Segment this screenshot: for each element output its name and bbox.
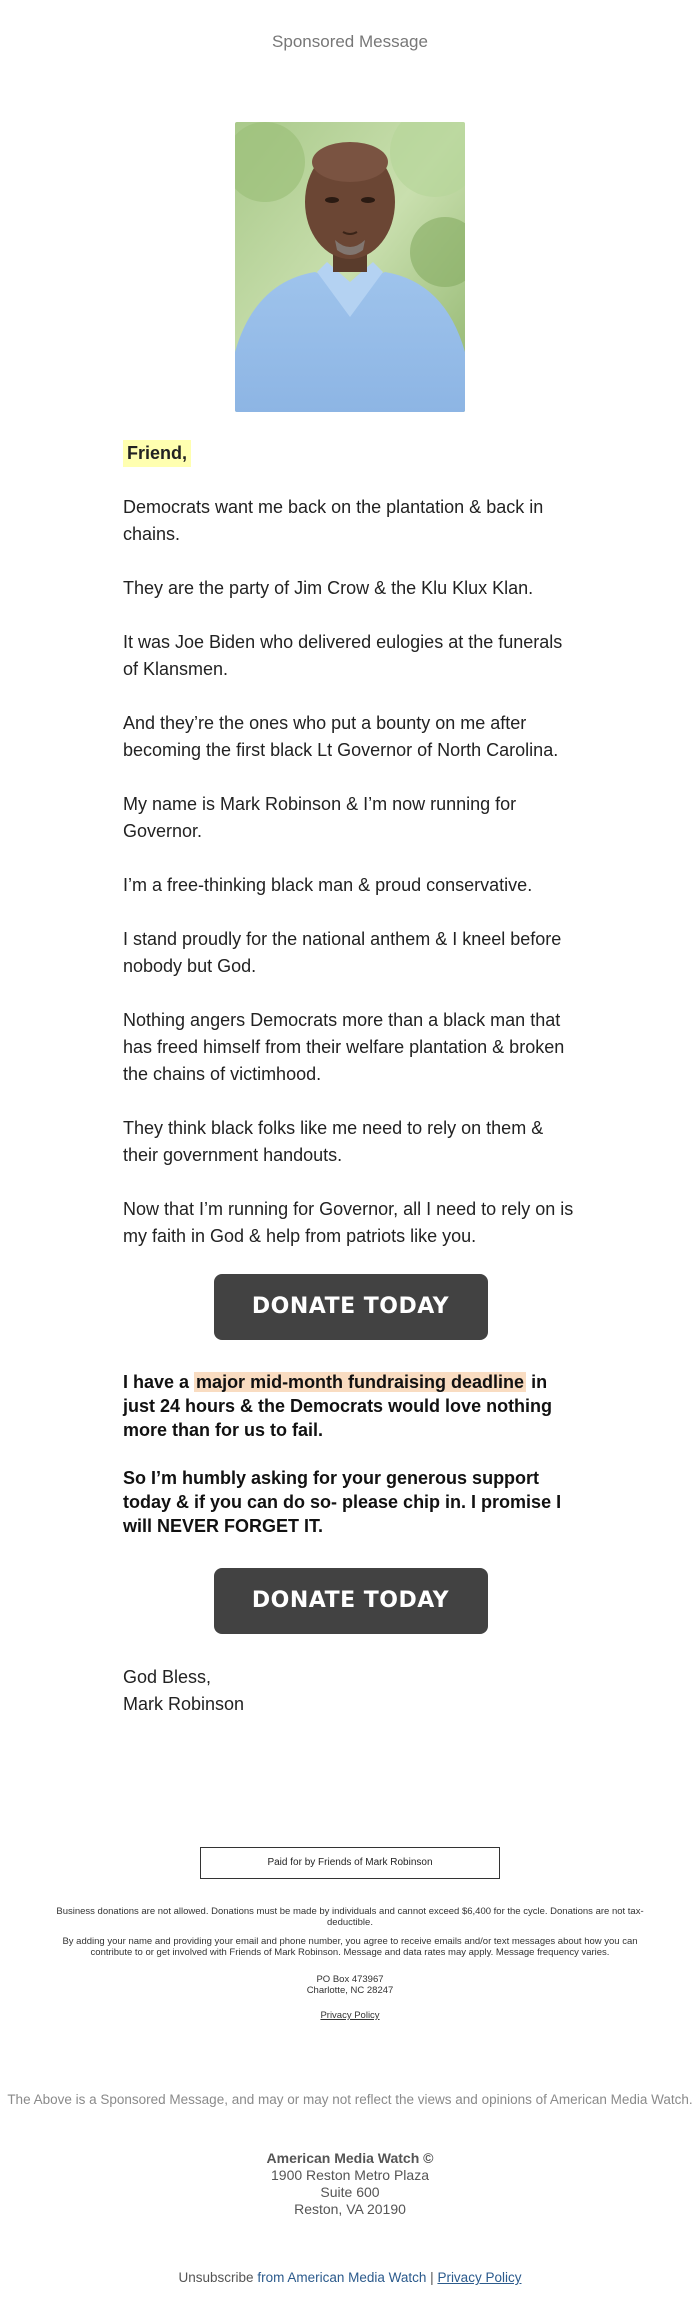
amw-suite: Suite 600 [320, 2184, 380, 2200]
separator: | [430, 2270, 434, 2285]
sponsored-message-label: Sponsored Message [272, 32, 428, 51]
deadline-intro: I have a [123, 1372, 195, 1392]
support-request-paragraph: So I’m humbly asking for your generous support today & if you can do so- please chip in. I promise I will NEVER FORGET IT. [123, 1468, 562, 1536]
letter-paragraph: Democrats want me back on the plantation & back in chains. [123, 497, 544, 544]
campaign-privacy-link[interactable]: Privacy Policy [320, 2010, 380, 2021]
donation-disclaimer: Business donations are not allowed. Donations must be made by individuals and cannot exceed $6,400 for the cycle. Donations are not tax-deductible. [56, 1906, 644, 1928]
unsubscribe-from: from American Media Watch [257, 2270, 427, 2285]
candidate-portrait [235, 122, 465, 412]
signoff-line: God Bless, [123, 1667, 212, 1687]
unsubscribe-link[interactable]: Unsubscribe [178, 2270, 254, 2285]
po-box: PO Box 473967 [316, 1974, 384, 1985]
letter-paragraph: My name is Mark Robinson & I’m now running for Governor. [123, 794, 517, 841]
amw-notice: The Above is a Sponsored Message, and may or may not reflect the views and opinions of American Media Watch. [7, 2092, 693, 2107]
amw-org-name: American Media Watch © [266, 2150, 434, 2166]
donate-button-bottom[interactable]: DONATE TODAY [214, 1568, 488, 1634]
deadline-paragraph [123, 1370, 578, 1442]
letter-paragraph: Now that I’m running for Governor, all I need to rely on is my faith in God & help from patriots like you. [123, 1199, 574, 1246]
deadline-highlight: major mid-month fundraising deadline [196, 1372, 525, 1392]
letter-paragraph: They think black folks like me need to rely on them & their government handouts. [123, 1118, 544, 1165]
letter-paragraph: Nothing angers Democrats more than a black man that has freed himself from their welfare plantation & broken the chains of victimhood. [123, 1010, 565, 1084]
amw-street: 1900 Reston Metro Plaza [271, 2167, 429, 2183]
letter-paragraph: It was Joe Biden who delivered eulogies at the funerals of Klansmen. [123, 632, 563, 679]
letter-paragraph: They are the party of Jim Crow & the Klu Klux Klan. [123, 578, 534, 598]
amw-privacy-link[interactable]: Privacy Policy [437, 2270, 522, 2285]
letter-body [123, 440, 578, 1718]
amw-city: Reston, VA 20190 [294, 2201, 406, 2217]
greeting: Friend, [123, 440, 191, 467]
signoff [123, 1664, 578, 1718]
paid-for-box: Paid for by Friends of Mark Robinson [200, 1847, 500, 1879]
letter-paragraph: I’m a free-thinking black man & proud conservative. [123, 875, 533, 895]
signature-name: Mark Robinson [123, 1694, 245, 1714]
campaign-city: Charlotte, NC 28247 [306, 1985, 394, 1996]
amw-address [0, 2150, 700, 2218]
unsubscribe-bar [0, 2270, 700, 2285]
consent-disclaimer: By adding your name and providing your email and phone number, you agree to receive emails and/or text messages about how you can contribute to or get involved with Friends of Mark Robinson. Message and data rates may apply. Message frequency varies. [62, 1936, 638, 1958]
letter-paragraph: And they’re the ones who put a bounty on me after becoming the first black Lt Governor of North Carolina. [123, 713, 559, 760]
letter-paragraph: I stand proudly for the national anthem & I kneel before nobody but God. [123, 929, 562, 976]
deadline-rest: in just 24 hours & the Democrats would love nothing more than for us to fail. [123, 1372, 553, 1440]
donate-button-top[interactable]: DONATE TODAY [214, 1274, 488, 1340]
